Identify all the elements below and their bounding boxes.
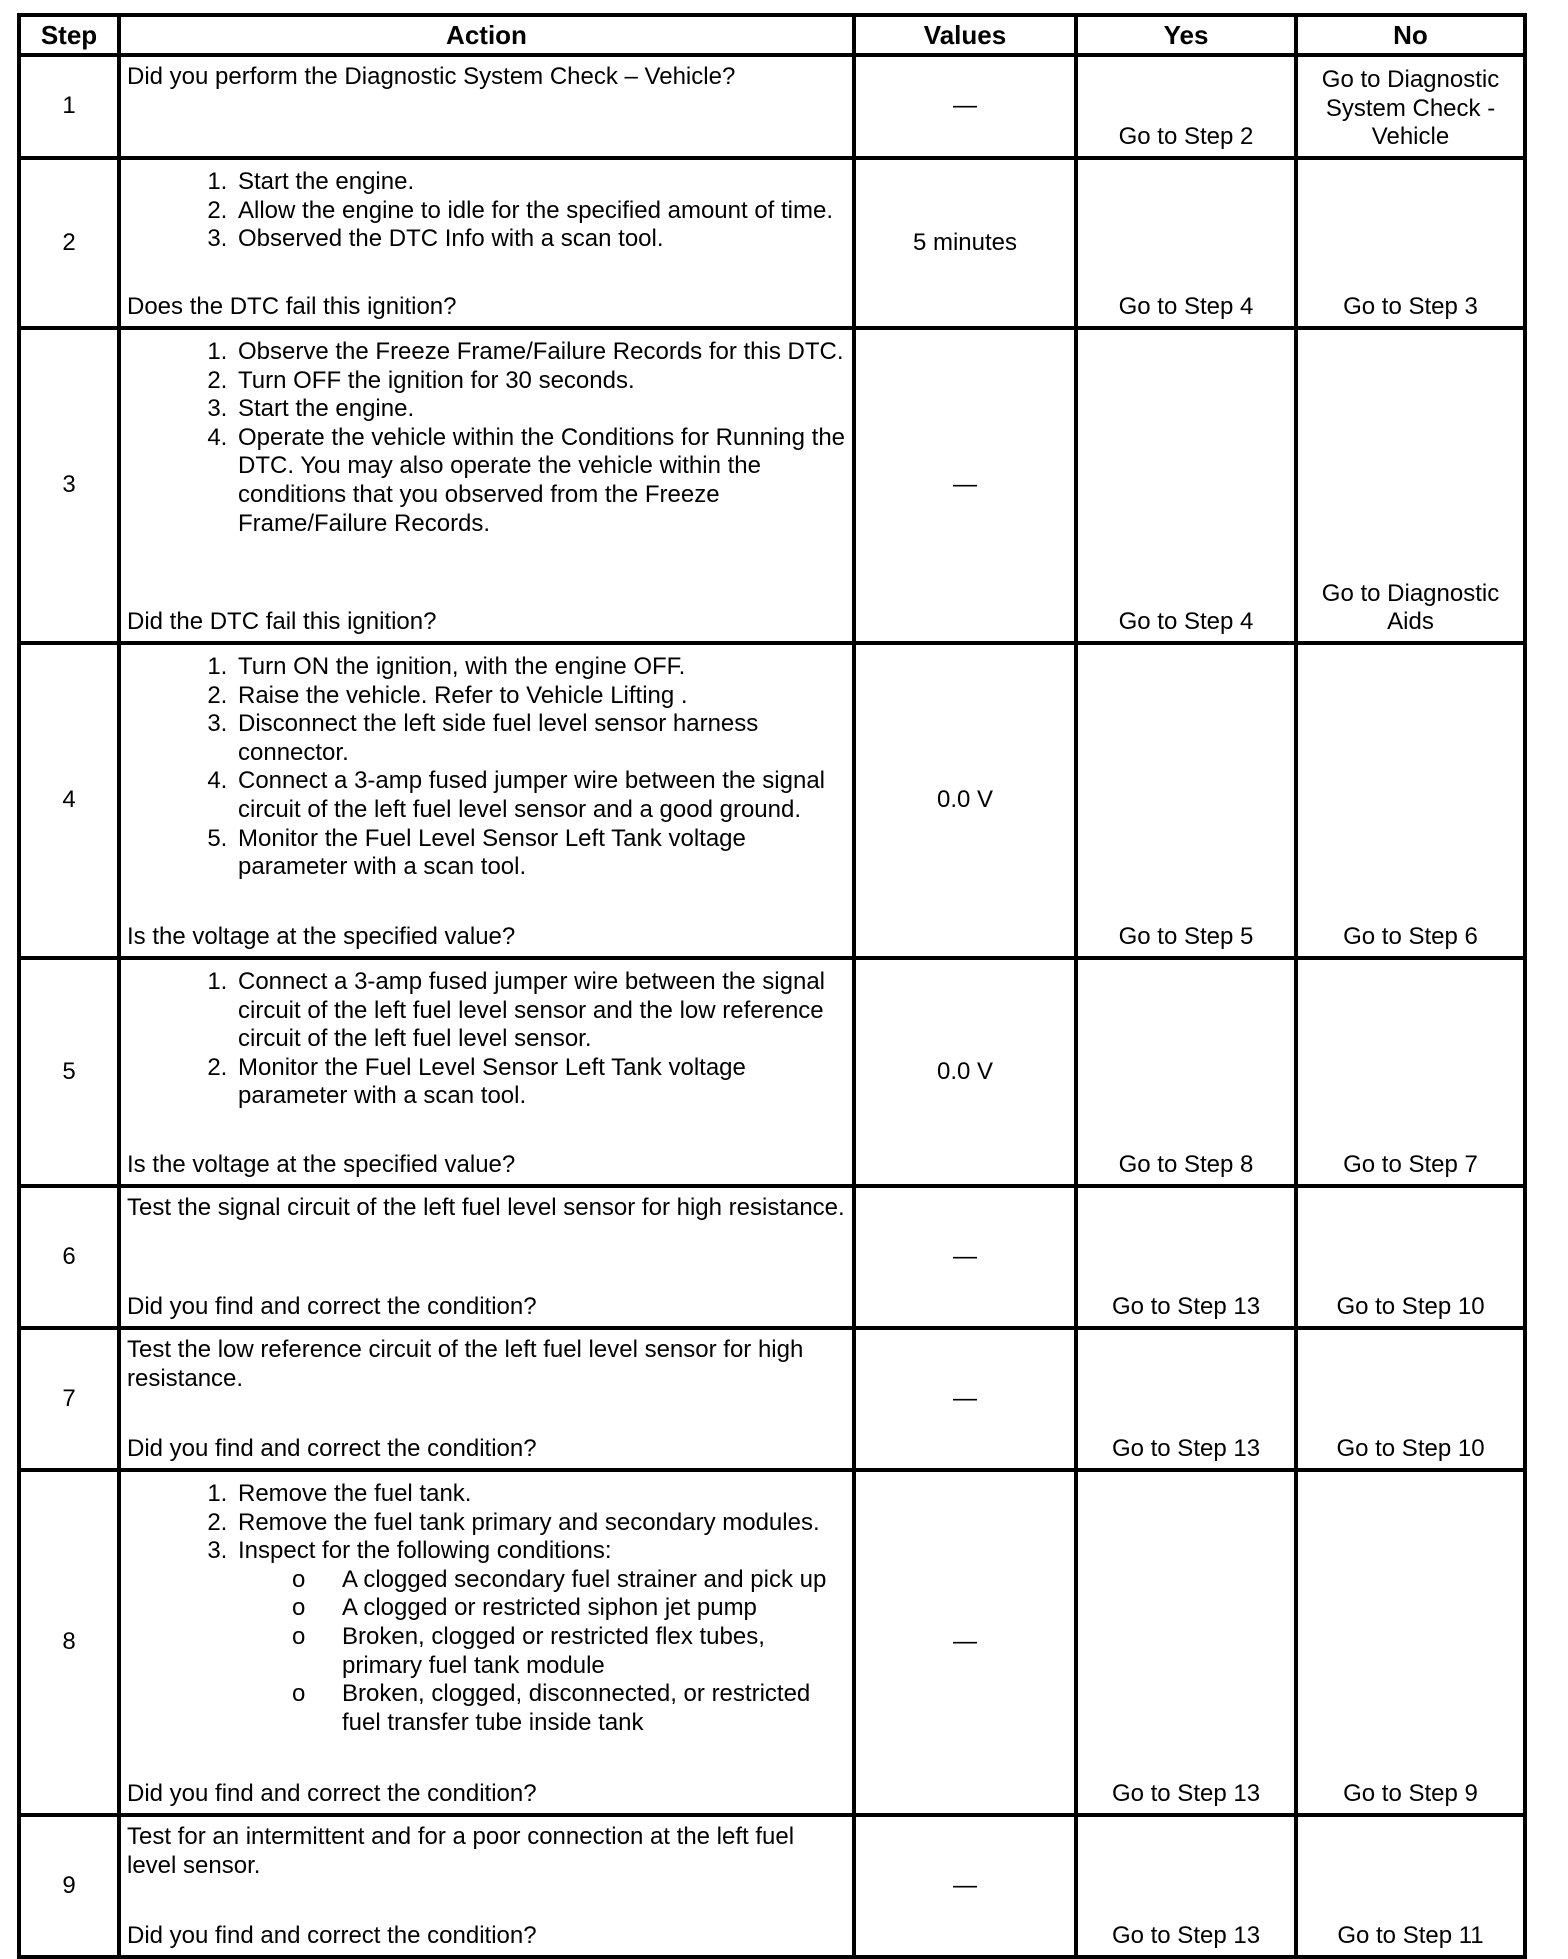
yes-cell: Go to Step 5 bbox=[1076, 643, 1296, 958]
action-step bbox=[234, 767, 846, 824]
action-content bbox=[121, 645, 852, 956]
action-step-text: Connect a 3-amp fused jumper wire between the signal circuit of the left fuel level sensor and a good ground. bbox=[238, 767, 825, 823]
action-intro: Test the low reference circuit of the left fuel level sensor for high resistance. bbox=[127, 1336, 804, 1392]
table-row bbox=[19, 1470, 1525, 1815]
step-number: 2 bbox=[19, 158, 119, 328]
yes-cell: Go to Step 8 bbox=[1076, 958, 1296, 1186]
action-question: Did the DTC fail this ignition? bbox=[127, 608, 437, 636]
no-cell: Go to Step 9 bbox=[1296, 1470, 1525, 1815]
action-step-text: Start the engine. bbox=[238, 395, 415, 423]
action-step bbox=[234, 682, 846, 711]
yes-cell: Go to Step 13 bbox=[1076, 1470, 1296, 1815]
step-number: 3 bbox=[19, 328, 119, 643]
value-cell: — bbox=[854, 1186, 1076, 1328]
action-cell bbox=[119, 1186, 854, 1328]
condition-item: o Broken, clogged or restricted flex tubes, primary fuel tank module bbox=[338, 1623, 846, 1680]
table-row bbox=[19, 1186, 1525, 1328]
step-number: 4 bbox=[19, 643, 119, 958]
table-row bbox=[19, 158, 1525, 328]
step-number: 6 bbox=[19, 1186, 119, 1328]
action-content bbox=[121, 1330, 852, 1468]
step-number: 7 bbox=[19, 1328, 119, 1470]
action-step-text: Remove the fuel tank. bbox=[238, 1480, 472, 1507]
step-number: 5 bbox=[19, 958, 119, 1186]
action-instructions bbox=[127, 1192, 846, 1223]
action-steps-list bbox=[127, 968, 846, 1111]
action-content bbox=[121, 960, 852, 1184]
action-steps-list bbox=[127, 1480, 846, 1737]
action-step bbox=[234, 225, 846, 254]
action-step bbox=[234, 1480, 846, 1509]
table-row bbox=[19, 1328, 1525, 1470]
value-cell: — bbox=[854, 55, 1076, 158]
action-step-text: Observe the Freeze Frame/Failure Records for this DTC. bbox=[238, 338, 844, 365]
header-values: Values bbox=[854, 15, 1076, 55]
action-step-text: Monitor the Fuel Level Sensor Left Tank voltage parameter with a scan tool. bbox=[238, 824, 746, 881]
header-no: No bbox=[1296, 15, 1525, 55]
table-body bbox=[19, 55, 1525, 1957]
action-step-text: Remove the fuel tank primary and secondary modules. bbox=[238, 1508, 820, 1536]
yes-cell: Go to Step 4 bbox=[1076, 158, 1296, 328]
yes-cell: Go to Step 13 bbox=[1076, 1815, 1296, 1957]
condition-item: o Broken, clogged, disconnected, or restricted fuel transfer tube inside tank bbox=[338, 1680, 846, 1737]
header-action: Action bbox=[119, 15, 854, 55]
action-instructions bbox=[127, 649, 846, 882]
action-question: Does the DTC fail this ignition? bbox=[127, 293, 457, 321]
action-intro: Test for an intermittent and for a poor connection at the left fuel level sensor. bbox=[127, 1823, 795, 1879]
action-step-text: Observed the DTC Info with a scan tool. bbox=[238, 225, 664, 253]
value-cell: 0.0 V bbox=[854, 958, 1076, 1186]
no-cell: Go to Step 10 bbox=[1296, 1186, 1525, 1328]
action-step bbox=[234, 424, 846, 538]
action-step bbox=[234, 168, 846, 197]
table-row bbox=[19, 643, 1525, 958]
header-row bbox=[19, 15, 1525, 55]
action-content bbox=[121, 1188, 852, 1326]
action-content bbox=[121, 160, 852, 326]
yes-cell: Go to Step 13 bbox=[1076, 1328, 1296, 1470]
action-instructions bbox=[127, 61, 846, 92]
action-cell bbox=[119, 328, 854, 643]
diagnostic-table bbox=[17, 13, 1527, 1959]
action-instructions bbox=[127, 1476, 846, 1737]
value-cell: — bbox=[854, 1328, 1076, 1470]
action-cell bbox=[119, 1328, 854, 1470]
action-step bbox=[234, 367, 846, 396]
value-cell: 0.0 V bbox=[854, 643, 1076, 958]
action-content bbox=[121, 1817, 852, 1955]
yes-cell: Go to Step 2 bbox=[1076, 55, 1296, 158]
action-instructions bbox=[127, 964, 846, 1111]
action-instructions bbox=[127, 1334, 846, 1393]
table-row bbox=[19, 958, 1525, 1186]
action-intro: Did you perform the Diagnostic System Check – Vehicle? bbox=[127, 63, 736, 90]
action-step-text: Allow the engine to idle for the specified amount of time. bbox=[238, 196, 834, 224]
no-cell: Go to Step 10 bbox=[1296, 1328, 1525, 1470]
action-question: Is the voltage at the specified value? bbox=[127, 1151, 516, 1179]
value-cell: — bbox=[854, 328, 1076, 643]
no-cell: Go to Step 11 bbox=[1296, 1815, 1525, 1957]
action-question: Did you find and correct the condition? bbox=[127, 1922, 537, 1950]
action-content bbox=[121, 57, 852, 156]
action-cell bbox=[119, 643, 854, 958]
step-number: 9 bbox=[19, 1815, 119, 1957]
value-cell: — bbox=[854, 1815, 1076, 1957]
action-content bbox=[121, 1472, 852, 1813]
action-cell bbox=[119, 55, 854, 158]
action-step bbox=[234, 1509, 846, 1538]
action-intro: Test the signal circuit of the left fuel level sensor for high resistance. bbox=[127, 1194, 845, 1221]
action-step-text: Disconnect the left side fuel level sensor harness connector. bbox=[238, 710, 759, 766]
no-cell: Go to Step 7 bbox=[1296, 958, 1525, 1186]
condition-item: o A clogged secondary fuel strainer and pick up bbox=[338, 1566, 846, 1595]
action-step-text: Start the engine. bbox=[238, 168, 415, 195]
action-question: Did you find and correct the condition? bbox=[127, 1435, 537, 1463]
condition-item: o A clogged or restricted siphon jet pump bbox=[338, 1594, 846, 1623]
no-cell: Go to Diagnostic Aids bbox=[1296, 328, 1525, 643]
action-step-text: Raise the vehicle. Refer to Vehicle Lifting . bbox=[238, 681, 688, 709]
action-step-text: Operate the vehicle within the Conditions for Running the DTC. You may also operate the vehicle within the conditions that you observed from the Freeze Frame/Failure Records. bbox=[238, 423, 846, 537]
yes-cell: Go to Step 4 bbox=[1076, 328, 1296, 643]
action-step bbox=[234, 968, 846, 1054]
action-cell bbox=[119, 1470, 854, 1815]
step-number: 1 bbox=[19, 55, 119, 158]
action-question: Did you find and correct the condition? bbox=[127, 1293, 537, 1321]
no-cell: Go to Step 6 bbox=[1296, 643, 1525, 958]
no-cell: Go to Diagnostic System Check - Vehicle bbox=[1296, 55, 1525, 158]
action-step bbox=[234, 653, 846, 682]
action-steps-list bbox=[127, 338, 846, 538]
header-step: Step bbox=[19, 15, 119, 55]
action-instructions bbox=[127, 164, 846, 254]
action-content bbox=[121, 330, 852, 641]
action-step bbox=[234, 1537, 846, 1737]
action-question: Is the voltage at the specified value? bbox=[127, 923, 516, 951]
action-step bbox=[234, 338, 846, 367]
action-steps-list bbox=[127, 168, 846, 254]
action-step bbox=[234, 197, 846, 226]
action-steps-list bbox=[127, 653, 846, 882]
value-cell: — bbox=[854, 1470, 1076, 1815]
no-cell: Go to Step 3 bbox=[1296, 158, 1525, 328]
action-step bbox=[234, 1054, 846, 1111]
condition-list bbox=[238, 1566, 846, 1738]
table-row bbox=[19, 55, 1525, 158]
action-cell bbox=[119, 958, 854, 1186]
action-step-text: Inspect for the following conditions: bbox=[238, 1537, 612, 1565]
action-step-text: Turn ON the ignition, with the engine OFF. bbox=[238, 653, 686, 680]
action-instructions bbox=[127, 1821, 846, 1880]
action-cell bbox=[119, 158, 854, 328]
yes-cell: Go to Step 13 bbox=[1076, 1186, 1296, 1328]
action-step bbox=[234, 710, 846, 767]
table-row bbox=[19, 328, 1525, 643]
action-question: Did you find and correct the condition? bbox=[127, 1780, 537, 1808]
action-step-text: Connect a 3-amp fused jumper wire between the signal circuit of the left fuel level sensor and the low reference circuit of the left fuel level sensor. bbox=[238, 968, 825, 1053]
step-number: 8 bbox=[19, 1470, 119, 1815]
action-step bbox=[234, 825, 846, 882]
action-step-text: Monitor the Fuel Level Sensor Left Tank voltage parameter with a scan tool. bbox=[238, 1053, 746, 1110]
action-step bbox=[234, 395, 846, 424]
value-cell: 5 minutes bbox=[854, 158, 1076, 328]
header-yes: Yes bbox=[1076, 15, 1296, 55]
action-step-text: Turn OFF the ignition for 30 seconds. bbox=[238, 366, 635, 394]
action-instructions bbox=[127, 334, 846, 538]
